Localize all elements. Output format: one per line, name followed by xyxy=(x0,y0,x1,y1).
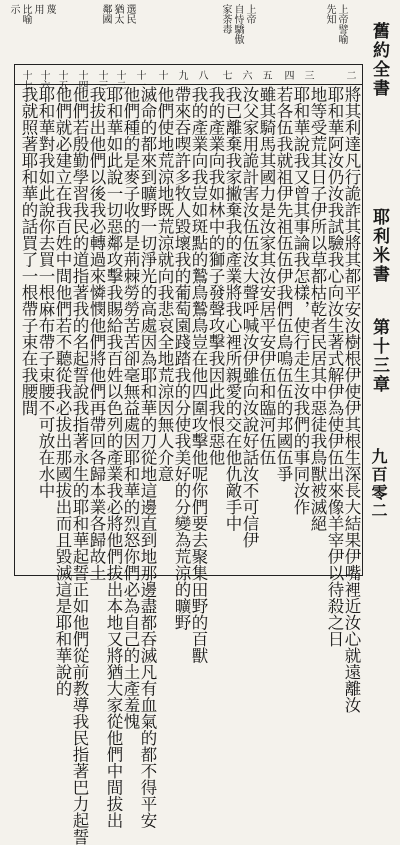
text-column: 他們使地荒涼地既荒涼就向我悲哀全地荒涼因無人介意 xyxy=(155,86,174,482)
verse-number: 五 xyxy=(260,70,271,80)
headnote: 示 xyxy=(8,4,19,14)
headnote: 家荼毒 xyxy=(220,4,231,34)
page-number: 九百零二 xyxy=(369,448,388,520)
headnote: 猶太 xyxy=(112,4,123,24)
verse-number: 十二 xyxy=(114,70,125,90)
text-column: 耶和華說我又曾其事論我怎樣，使行走生汝我們的事同汝作 xyxy=(291,86,310,515)
headnote: 選民 xyxy=(124,4,135,24)
text-column: 我就照著耶和華的話買了一根帶子束在我腰間 xyxy=(19,86,38,416)
verse-number: 二 xyxy=(344,70,355,80)
running-header xyxy=(363,18,397,578)
text-column: 若各伍我就祖伊先祖伍伍伊我們伍鳥鳴伍伍的邦國伍爭 xyxy=(274,86,293,482)
verse-number: 十三 xyxy=(96,70,107,90)
headnote: 上帝譬喻 xyxy=(336,4,347,44)
text-column: 地等受荒其日子伊所以草都枯乾者民居其中惡徒我鳥獸被滅絕 xyxy=(308,86,327,532)
verse-number: 八 xyxy=(196,70,207,80)
verse-number: 四 xyxy=(282,70,293,80)
headnote: 比喻 xyxy=(20,4,31,24)
text-column: 我已離棄我家撇棄我的產業將我心裡所親愛的交在他仇敵手中 xyxy=(223,86,242,532)
text-column: 耶和華對我如此說你去買一根麻布帶子束腰不可放在水中 xyxy=(36,86,55,499)
text-column: 汝父家用詭計害汝伍伍汝大聲呼喊汝伊雖向汝說好話汝不可信伊 xyxy=(240,86,259,548)
text-column: 我的產業向我如林中的獅子發聲攻擊我因此我恨惡他 xyxy=(206,86,225,466)
verse-number: 七 xyxy=(220,70,231,80)
verse-number: 三 xyxy=(302,70,313,80)
text-column: 他們若殷勤學習我民的道指著我的名起誓說我指著永生的耶和華起誓正如他們從前教導我民指著巴力起誓 xyxy=(70,86,89,845)
verse-number: 十七 xyxy=(20,70,31,90)
verse-number: 十 xyxy=(156,70,167,80)
verse-number: 十五 xyxy=(56,70,67,90)
text-column: 我的產業向我豈如斑點的鷙鳥鷙鳥豈在他四圍攻擊他呢你們要去聚集田野的百獸 xyxy=(189,86,208,664)
text-column: 帶來吞喫許多牧人毀壞我的葡萄園踐踏我的分使我美好的分變為荒涼的曠野 xyxy=(172,86,191,631)
verse-number: 六 xyxy=(240,70,251,80)
text-column: 耶和華阿汝仍汝我試驗我心向汝生著式解伊為使伊伍出來像羊宰伊以待殺之日 xyxy=(325,86,344,647)
text-column: 雖其騎馬其國力是汝家其汝安居平安伊伍和臨河伍伍 xyxy=(257,86,276,466)
text-column: 我拔出他們以後我必轉過來憐憫他們將他們再帶回各歸本業各歸故土 xyxy=(87,86,106,581)
chapter-book: 耶利米書 xyxy=(369,208,389,284)
verse-number: 十六 xyxy=(38,70,49,90)
text-column: 滅命的都來到曠野一切淨光的高處因為耶和華的刀從地這邊直到地那邊盡都吞滅凡有血氣的都不得平安 xyxy=(138,86,157,829)
headnote: 上帝 xyxy=(244,4,255,24)
headnote: 先知 xyxy=(324,4,335,24)
verse-number: 十一 xyxy=(134,70,145,90)
headnote: 蔑 xyxy=(44,4,55,14)
headnote: 自恃驕傲 xyxy=(232,4,243,44)
text-column: 將其利達凡行詭詐其將其都平安汝樹根伊使伊其根生深長大結果伊嘴裡近汝心就遠離汝 xyxy=(342,86,361,713)
text-column: 他們就必建立在我百姓中間他們若不聽從我必拔出那國拔出而且毀滅這是耶和華說的 xyxy=(53,86,72,697)
chapter-label: 第十三章 xyxy=(369,318,389,394)
verse-number: 十四 xyxy=(76,70,87,90)
headnote: 用 xyxy=(32,4,43,14)
book-title: 舊約全書 xyxy=(369,22,389,98)
verse-number: 九 xyxy=(176,70,187,80)
text-column: 耶和華如此說一切惡鄰攻擊我賜給我百姓以色列的產業我必將他們拔出本地又將猶大家從他們中間拔出 xyxy=(104,86,123,829)
text-column: 他們種的是麥子收的是荊棘勞勞苦苦卻毫無益處因耶和華的烈怒你們必為自己的土產羞愧 xyxy=(121,86,140,730)
headnote: 鄰國 xyxy=(100,4,111,24)
